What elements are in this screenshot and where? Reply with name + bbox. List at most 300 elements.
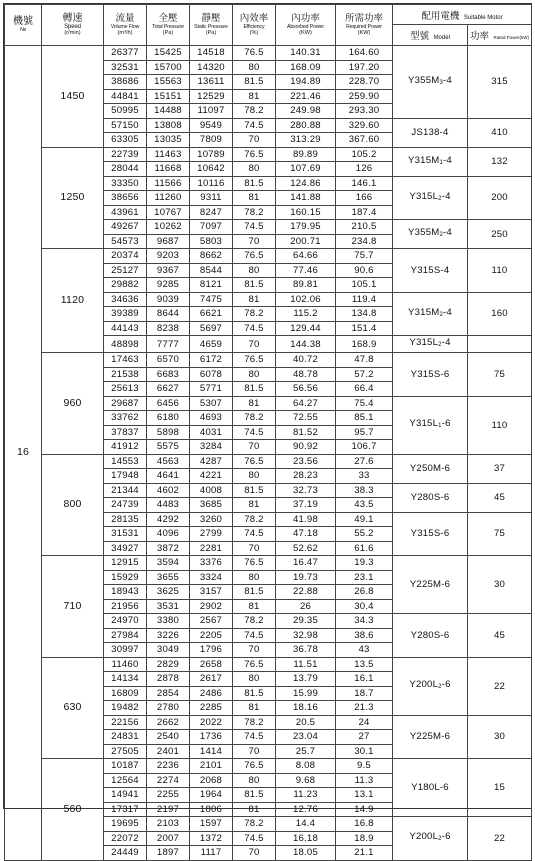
motor-power-cell: 37 xyxy=(468,454,532,483)
header-static-pressure-zh: 靜壓 xyxy=(201,13,221,24)
efficiency-cell: 76.5 xyxy=(233,249,276,264)
motor-model-subscript: 2 xyxy=(438,684,442,690)
required-power-cell: 11.3 xyxy=(336,773,393,788)
absorbed-power-cell: 26 xyxy=(276,599,336,614)
efficiency-cell: 76.5 xyxy=(233,46,276,61)
required-power-cell: 30.4 xyxy=(336,599,393,614)
static-pressure-cell: 2486 xyxy=(190,686,233,701)
header-model-en: Model xyxy=(433,35,450,41)
absorbed-power-cell: 8.08 xyxy=(276,759,336,774)
fan-performance-table-frame xyxy=(3,3,532,859)
header-required-power-unit: (KW) xyxy=(357,30,371,36)
required-power-cell: 164.60 xyxy=(336,46,393,61)
header-required-power-en: Required Power xyxy=(346,24,382,30)
efficiency-cell: 74.5 xyxy=(233,321,276,336)
motor-model-cell xyxy=(393,292,468,336)
flow-cell: 31531 xyxy=(104,527,147,542)
required-power-cell: 329.60 xyxy=(336,118,393,133)
absorbed-power-cell: 15.99 xyxy=(276,686,336,701)
efficiency-cell: 74.5 xyxy=(233,831,276,846)
table-row xyxy=(5,353,532,368)
total-pressure-cell: 3380 xyxy=(147,614,190,629)
static-pressure-cell: 7097 xyxy=(190,220,233,235)
total-pressure-cell: 2236 xyxy=(147,759,190,774)
absorbed-power-cell: 28.23 xyxy=(276,469,336,484)
flow-cell: 29882 xyxy=(104,278,147,293)
required-power-cell: 26.8 xyxy=(336,585,393,600)
absorbed-power-cell: 77.46 xyxy=(276,263,336,278)
total-pressure-cell: 9203 xyxy=(147,249,190,264)
motor-model-cell xyxy=(393,220,468,249)
motor-model-cell xyxy=(393,657,468,715)
absorbed-power-cell: 313.29 xyxy=(276,133,336,148)
efficiency-cell: 80 xyxy=(233,469,276,484)
static-pressure-cell: 8121 xyxy=(190,278,233,293)
motor-model-base: Y315S-4 xyxy=(410,264,450,276)
motor-power-cell: 250 xyxy=(468,220,532,249)
static-pressure-cell: 14320 xyxy=(190,60,233,75)
header-absorbed-power-unit: (KW) xyxy=(299,30,312,36)
flow-cell: 48898 xyxy=(104,336,147,353)
flow-cell: 49267 xyxy=(104,220,147,235)
header-efficiency-en: Efficiency xyxy=(243,24,265,30)
motor-model-subscript: 1 xyxy=(439,159,443,166)
header-motor-zh: 配用電機 xyxy=(421,10,460,22)
required-power-cell: 13.5 xyxy=(336,657,393,672)
absorbed-power-cell: 200.71 xyxy=(276,234,336,249)
absorbed-power-cell: 129.44 xyxy=(276,321,336,336)
required-power-cell: 23.1 xyxy=(336,570,393,585)
absorbed-power-cell: 90.92 xyxy=(276,440,336,455)
motor-model-base: Y200L xyxy=(409,831,439,843)
required-power-cell: 55.2 xyxy=(336,527,393,542)
total-pressure-cell: 2255 xyxy=(147,788,190,803)
required-power-cell: 168.9 xyxy=(336,336,393,353)
efficiency-cell: 78.2 xyxy=(233,512,276,527)
efficiency-cell: 70 xyxy=(233,643,276,658)
header-efficiency xyxy=(233,5,276,46)
efficiency-cell: 78.2 xyxy=(233,205,276,220)
static-pressure-cell: 3157 xyxy=(190,585,233,600)
motor-model-suffix: -4 xyxy=(443,154,452,166)
absorbed-power-cell: 89.81 xyxy=(276,278,336,293)
motor-power-cell: 15 xyxy=(468,759,532,817)
required-power-cell: 38.6 xyxy=(336,628,393,643)
flow-cell: 38686 xyxy=(104,75,147,90)
flow-cell: 54573 xyxy=(104,234,147,249)
motor-model-suffix: -4 xyxy=(443,306,452,318)
required-power-cell: 57.2 xyxy=(336,367,393,382)
fan-performance-table xyxy=(4,4,532,861)
total-pressure-cell: 6627 xyxy=(147,382,190,397)
required-power-cell: 66.4 xyxy=(336,382,393,397)
absorbed-power-cell: 37.19 xyxy=(276,498,336,513)
efficiency-cell: 80 xyxy=(233,162,276,177)
static-pressure-cell: 2022 xyxy=(190,715,233,730)
total-pressure-cell: 3655 xyxy=(147,570,190,585)
motor-model-base: Y250M-6 xyxy=(409,463,451,474)
static-pressure-cell: 7809 xyxy=(190,133,233,148)
required-power-cell: 27 xyxy=(336,730,393,745)
static-pressure-cell: 4008 xyxy=(190,483,233,498)
motor-power-cell: 110 xyxy=(468,396,532,454)
static-pressure-cell: 4221 xyxy=(190,469,233,484)
efficiency-cell: 74.5 xyxy=(233,425,276,440)
efficiency-cell: 78.2 xyxy=(233,715,276,730)
motor-power-cell: 75 xyxy=(468,353,532,397)
absorbed-power-cell: 16.47 xyxy=(276,556,336,571)
required-power-cell: 367.60 xyxy=(336,133,393,148)
required-power-cell: 21.3 xyxy=(336,701,393,716)
header-required-power xyxy=(336,5,393,46)
header-fan-number-en: № xyxy=(19,27,26,33)
static-pressure-cell: 6621 xyxy=(190,307,233,322)
header-total-pressure xyxy=(147,5,190,46)
efficiency-cell: 70 xyxy=(233,541,276,556)
motor-model-cell xyxy=(393,147,468,176)
motor-model-base: Y225M-6 xyxy=(409,731,451,743)
motor-model-suffix: -4 xyxy=(441,190,451,202)
absorbed-power-cell: 144.38 xyxy=(276,336,336,353)
absorbed-power-cell: 102.06 xyxy=(276,292,336,307)
motor-model-cell xyxy=(393,614,468,658)
total-pressure-cell: 9285 xyxy=(147,278,190,293)
required-power-cell: 13.1 xyxy=(336,788,393,803)
motor-model-suffix: -6 xyxy=(441,679,451,690)
required-power-cell: 105.2 xyxy=(336,147,393,162)
required-power-cell: 18.7 xyxy=(336,686,393,701)
efficiency-cell: 81.5 xyxy=(233,686,276,701)
flow-cell: 57150 xyxy=(104,118,147,133)
static-pressure-cell: 10642 xyxy=(190,162,233,177)
header-speed xyxy=(42,5,104,46)
required-power-cell: 47.8 xyxy=(336,353,393,368)
efficiency-cell: 81 xyxy=(233,599,276,614)
speed-cell: 800 xyxy=(42,454,104,556)
absorbed-power-cell: 11.23 xyxy=(276,788,336,803)
table-row xyxy=(5,454,532,469)
total-pressure-cell: 2829 xyxy=(147,657,190,672)
flow-cell: 14553 xyxy=(104,454,147,469)
absorbed-power-cell: 81.52 xyxy=(276,425,336,440)
required-power-cell: 34.3 xyxy=(336,614,393,629)
required-power-cell: 30.1 xyxy=(336,744,393,759)
absorbed-power-cell: 9.68 xyxy=(276,773,336,788)
flow-cell: 16809 xyxy=(104,686,147,701)
total-pressure-cell: 4602 xyxy=(147,483,190,498)
header-total-pressure-unit: (Pa) xyxy=(162,30,174,36)
motor-power-cell: 45 xyxy=(468,483,532,512)
efficiency-cell: 81 xyxy=(233,191,276,206)
efficiency-cell: 81 xyxy=(233,396,276,411)
total-pressure-cell: 5575 xyxy=(147,440,190,455)
flow-cell: 32531 xyxy=(104,60,147,75)
efficiency-cell: 70 xyxy=(233,133,276,148)
efficiency-cell: 74.5 xyxy=(233,220,276,235)
total-pressure-cell: 3226 xyxy=(147,628,190,643)
absorbed-power-cell: 115.2 xyxy=(276,307,336,322)
header-power xyxy=(468,25,532,46)
efficiency-cell: 76.5 xyxy=(233,147,276,162)
flow-cell: 26377 xyxy=(104,46,147,61)
static-pressure-cell: 14518 xyxy=(190,46,233,61)
static-pressure-cell: 4031 xyxy=(190,425,233,440)
flow-cell: 19695 xyxy=(104,817,147,832)
total-pressure-cell: 2540 xyxy=(147,730,190,745)
required-power-cell: 234.8 xyxy=(336,234,393,249)
flow-cell: 17317 xyxy=(104,802,147,817)
absorbed-power-cell: 13.79 xyxy=(276,672,336,687)
efficiency-cell: 78.2 xyxy=(233,104,276,119)
static-pressure-cell: 1806 xyxy=(190,802,233,817)
speed-cell: 1120 xyxy=(42,249,104,353)
static-pressure-cell: 6172 xyxy=(190,353,233,368)
total-pressure-cell: 2854 xyxy=(147,686,190,701)
absorbed-power-cell: 280.88 xyxy=(276,118,336,133)
required-power-cell: 151.4 xyxy=(336,321,393,336)
motor-model-subscript: 2 xyxy=(438,342,442,348)
header-total-pressure-zh: 全壓 xyxy=(158,13,178,24)
static-pressure-cell: 5697 xyxy=(190,321,233,336)
static-pressure-cell: 2068 xyxy=(190,773,233,788)
static-pressure-cell: 6078 xyxy=(190,367,233,382)
required-power-cell: 49.1 xyxy=(336,512,393,527)
speed-cell: 630 xyxy=(42,657,104,759)
efficiency-cell: 80 xyxy=(233,367,276,382)
required-power-cell: 134.8 xyxy=(336,307,393,322)
efficiency-cell: 76.5 xyxy=(233,556,276,571)
header-flow-en: Volume Flow xyxy=(110,24,140,30)
absorbed-power-cell: 20.5 xyxy=(276,715,336,730)
static-pressure-cell: 5803 xyxy=(190,234,233,249)
flow-cell: 21344 xyxy=(104,483,147,498)
speed-cell: 960 xyxy=(42,353,104,455)
total-pressure-cell: 2401 xyxy=(147,744,190,759)
static-pressure-cell: 13611 xyxy=(190,75,233,90)
efficiency-cell: 76.5 xyxy=(233,353,276,368)
efficiency-cell: 74.5 xyxy=(233,628,276,643)
motor-model-base: Y315L xyxy=(409,337,439,348)
motor-model-suffix: -6 xyxy=(441,831,451,843)
efficiency-cell: 74.5 xyxy=(233,527,276,542)
total-pressure-cell: 14488 xyxy=(147,104,190,119)
header-speed-en: Speed xyxy=(64,24,81,30)
static-pressure-cell: 1372 xyxy=(190,831,233,846)
header-total-pressure-en: Total Pressure xyxy=(152,24,184,30)
motor-model-cell xyxy=(393,715,468,759)
static-pressure-cell: 3685 xyxy=(190,498,233,513)
table-row xyxy=(5,657,532,672)
total-pressure-cell: 4563 xyxy=(147,454,190,469)
total-pressure-cell: 11566 xyxy=(147,176,190,191)
total-pressure-cell: 10767 xyxy=(147,205,190,220)
required-power-cell: 106.7 xyxy=(336,440,393,455)
flow-cell: 17463 xyxy=(104,353,147,368)
table-row xyxy=(5,249,532,264)
header-fan-number-zh: 機號 xyxy=(13,16,33,27)
flow-cell: 28044 xyxy=(104,162,147,177)
absorbed-power-cell: 168.09 xyxy=(276,60,336,75)
motor-power-cell: 45 xyxy=(468,614,532,658)
absorbed-power-cell: 141.88 xyxy=(276,191,336,206)
flow-cell: 24739 xyxy=(104,498,147,513)
efficiency-cell: 81.5 xyxy=(233,75,276,90)
total-pressure-cell: 15563 xyxy=(147,75,190,90)
header-absorbed-power-zh: 內功率 xyxy=(291,13,320,24)
static-pressure-cell: 1796 xyxy=(190,643,233,658)
header-flow xyxy=(104,5,147,46)
total-pressure-cell: 15425 xyxy=(147,46,190,61)
absorbed-power-cell: 32.73 xyxy=(276,483,336,498)
static-pressure-cell: 1964 xyxy=(190,788,233,803)
flow-cell: 28135 xyxy=(104,512,147,527)
motor-model-base: Y315L xyxy=(409,418,439,429)
total-pressure-cell: 10262 xyxy=(147,220,190,235)
header-speed-zh: 轉速 xyxy=(62,13,83,24)
absorbed-power-cell: 25.7 xyxy=(276,744,336,759)
static-pressure-cell: 2567 xyxy=(190,614,233,629)
flow-cell: 15929 xyxy=(104,570,147,585)
static-pressure-cell: 8247 xyxy=(190,205,233,220)
total-pressure-cell: 4641 xyxy=(147,469,190,484)
header-static-pressure xyxy=(190,5,233,46)
motor-model-subscript: 2 xyxy=(439,311,443,318)
static-pressure-cell: 2205 xyxy=(190,628,233,643)
required-power-cell: 14.9 xyxy=(336,802,393,817)
required-power-cell: 33 xyxy=(336,469,393,484)
absorbed-power-cell: 124.86 xyxy=(276,176,336,191)
flow-cell: 34636 xyxy=(104,292,147,307)
flow-cell: 11460 xyxy=(104,657,147,672)
motor-power-cell: 30 xyxy=(468,556,532,614)
motor-model-suffix: -4 xyxy=(443,74,452,86)
efficiency-cell: 70 xyxy=(233,440,276,455)
flow-cell: 22156 xyxy=(104,715,147,730)
flow-cell: 12564 xyxy=(104,773,147,788)
absorbed-power-cell: 41.98 xyxy=(276,512,336,527)
total-pressure-cell: 3625 xyxy=(147,585,190,600)
flow-cell: 33350 xyxy=(104,176,147,191)
motor-model-base: Y280S-6 xyxy=(410,492,450,503)
speed-cell: 1250 xyxy=(42,147,104,249)
total-pressure-cell: 15151 xyxy=(147,89,190,104)
motor-model-cell xyxy=(393,249,468,293)
required-power-cell: 85.1 xyxy=(336,411,393,426)
motor-model-base: Y200L xyxy=(409,679,439,690)
absorbed-power-cell: 160.15 xyxy=(276,205,336,220)
total-pressure-cell: 1897 xyxy=(147,846,190,861)
total-pressure-cell: 3049 xyxy=(147,643,190,658)
total-pressure-cell: 2103 xyxy=(147,817,190,832)
efficiency-cell: 81.5 xyxy=(233,585,276,600)
static-pressure-cell: 1597 xyxy=(190,817,233,832)
total-pressure-cell: 8238 xyxy=(147,321,190,336)
static-pressure-cell: 10116 xyxy=(190,176,233,191)
static-pressure-cell: 1117 xyxy=(190,846,233,861)
flow-cell: 50995 xyxy=(104,104,147,119)
header-required-power-zh: 所需功率 xyxy=(344,13,383,24)
motor-power-cell: 410 xyxy=(468,118,532,147)
header-power-zh: 功率 xyxy=(470,31,490,42)
absorbed-power-cell: 221.46 xyxy=(276,89,336,104)
absorbed-power-cell: 40.72 xyxy=(276,353,336,368)
static-pressure-cell: 2101 xyxy=(190,759,233,774)
motor-model-cell xyxy=(393,118,468,147)
header-efficiency-unit: (%) xyxy=(249,30,259,36)
required-power-cell: 19.3 xyxy=(336,556,393,571)
flow-cell: 24970 xyxy=(104,614,147,629)
motor-model-subscript: 3 xyxy=(439,79,443,86)
flow-cell: 63305 xyxy=(104,133,147,148)
absorbed-power-cell: 89.89 xyxy=(276,147,336,162)
required-power-cell: 21.1 xyxy=(336,846,393,861)
flow-cell: 29687 xyxy=(104,396,147,411)
total-pressure-cell: 6683 xyxy=(147,367,190,382)
motor-model-subscript: 2 xyxy=(438,836,442,843)
required-power-cell: 95.7 xyxy=(336,425,393,440)
required-power-cell: 293.30 xyxy=(336,104,393,119)
efficiency-cell: 70 xyxy=(233,234,276,249)
flow-cell: 30997 xyxy=(104,643,147,658)
static-pressure-cell: 9311 xyxy=(190,191,233,206)
static-pressure-cell: 3260 xyxy=(190,512,233,527)
required-power-cell: 16.1 xyxy=(336,672,393,687)
motor-model-base: Y315L xyxy=(409,190,439,202)
table-body xyxy=(5,46,532,861)
total-pressure-cell: 2662 xyxy=(147,715,190,730)
required-power-cell: 24 xyxy=(336,715,393,730)
static-pressure-cell: 11097 xyxy=(190,104,233,119)
flow-cell: 37837 xyxy=(104,425,147,440)
motor-power-cell: 200 xyxy=(468,176,532,220)
absorbed-power-cell: 107.69 xyxy=(276,162,336,177)
efficiency-cell: 81.5 xyxy=(233,176,276,191)
absorbed-power-cell: 18.16 xyxy=(276,701,336,716)
absorbed-power-cell: 64.66 xyxy=(276,249,336,264)
total-pressure-cell: 2274 xyxy=(147,773,190,788)
absorbed-power-cell: 11.51 xyxy=(276,657,336,672)
table-row xyxy=(5,759,532,774)
header-motor-en: Suitable Motor xyxy=(463,14,503,21)
required-power-cell: 16.8 xyxy=(336,817,393,832)
absorbed-power-cell: 18.05 xyxy=(276,846,336,861)
absorbed-power-cell: 179.95 xyxy=(276,220,336,235)
flow-cell: 21956 xyxy=(104,599,147,614)
total-pressure-cell: 11668 xyxy=(147,162,190,177)
required-power-cell: 126 xyxy=(336,162,393,177)
motor-power-cell: 315 xyxy=(468,46,532,119)
total-pressure-cell: 15700 xyxy=(147,60,190,75)
flow-cell: 14134 xyxy=(104,672,147,687)
efficiency-cell: 81.5 xyxy=(233,788,276,803)
absorbed-power-cell: 23.56 xyxy=(276,454,336,469)
total-pressure-cell: 2878 xyxy=(147,672,190,687)
total-pressure-cell: 6570 xyxy=(147,353,190,368)
required-power-cell: 9.5 xyxy=(336,759,393,774)
total-pressure-cell: 2197 xyxy=(147,802,190,817)
static-pressure-cell: 5771 xyxy=(190,382,233,397)
motor-power-cell xyxy=(468,336,532,353)
efficiency-cell: 81 xyxy=(233,701,276,716)
required-power-cell: 43.5 xyxy=(336,498,393,513)
header-model-zh: 型號 xyxy=(410,31,430,42)
static-pressure-cell: 5307 xyxy=(190,396,233,411)
header-flow-unit: (m³/h) xyxy=(117,30,133,36)
efficiency-cell: 80 xyxy=(233,60,276,75)
total-pressure-cell: 11463 xyxy=(147,147,190,162)
motor-model-cell xyxy=(393,454,468,483)
absorbed-power-cell: 52.62 xyxy=(276,541,336,556)
